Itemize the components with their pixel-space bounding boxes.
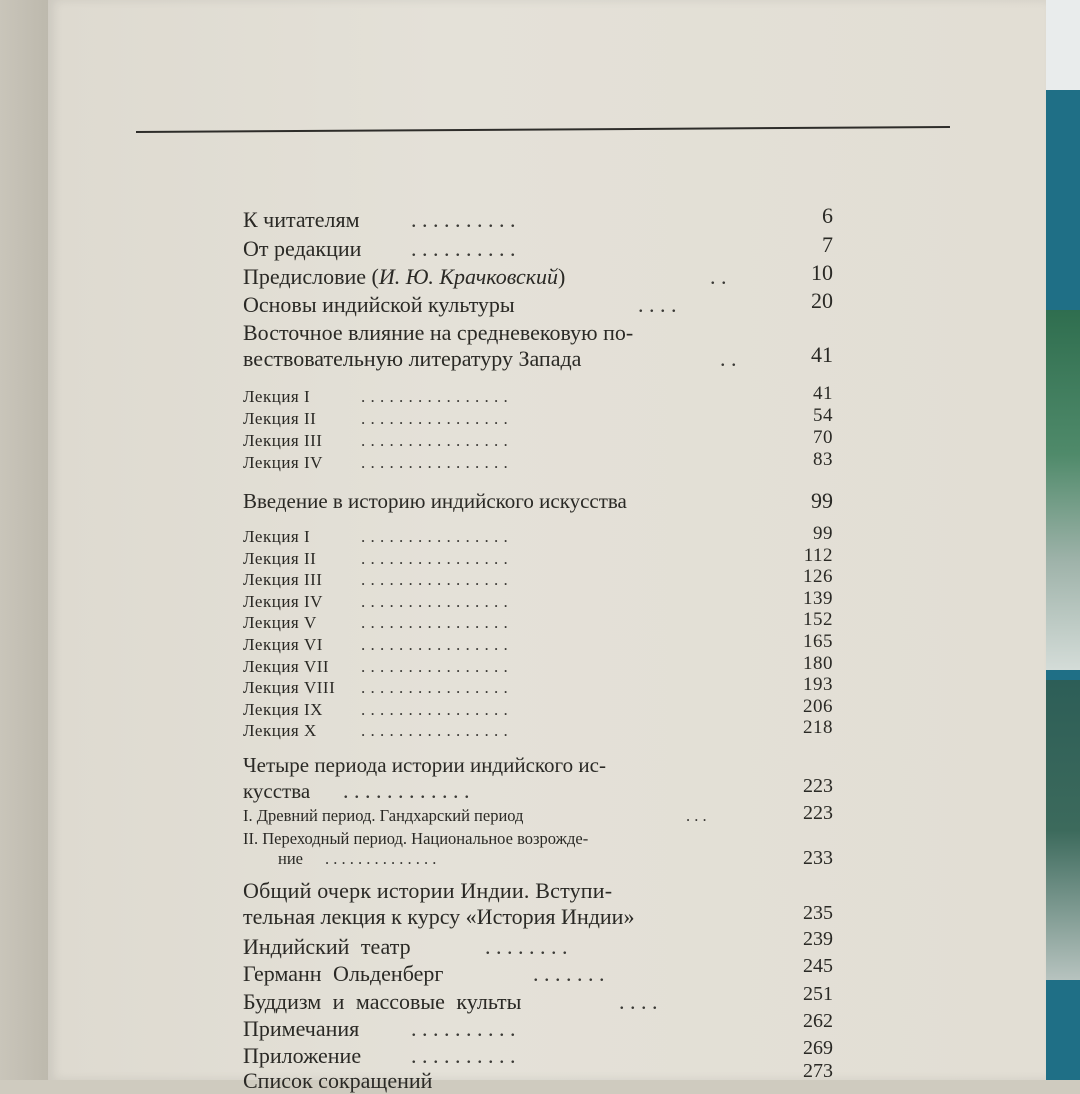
toc-page-number: 251 [803, 983, 833, 1005]
toc-entry-title-line: II. Переходный период. Национальное возрожде- [243, 829, 589, 848]
toc-entry [243, 405, 833, 431]
toc-entry-title: Лекция IV [243, 453, 323, 472]
toc-page-number: 218 [803, 717, 833, 738]
dot-leader: . . . . [638, 292, 677, 317]
toc-entry-title-line: кусства [243, 779, 311, 803]
toc-page-number: 139 [803, 588, 833, 609]
toc-entry-title: Лекция II [243, 549, 317, 568]
toc-entry [243, 588, 833, 614]
dot-leader: . . . . . . . . . . . . . . . . [361, 700, 509, 719]
dot-leader: . . [720, 346, 737, 371]
toc-entry-title: Приложение [243, 1043, 362, 1068]
toc-page-number: 99 [813, 523, 833, 544]
toc-entry-title-line: ние [278, 849, 303, 868]
toc-entry [243, 449, 833, 475]
dot-leader: . . . . . . . . . . [411, 236, 516, 261]
toc-entry [243, 696, 833, 722]
toc-page-number: 193 [803, 674, 833, 695]
dot-leader: . . . . . . . . . . [411, 1016, 516, 1041]
toc-entry-title: Лекция I [243, 387, 311, 406]
dot-leader: . . . . . . . . . . . . . . . . [361, 592, 509, 611]
toc-page-number: 245 [803, 955, 833, 977]
author-name: И. Ю. Крачковский [378, 264, 559, 289]
dot-leader: . . . . . . . . . . . . . . . . [361, 613, 509, 632]
toc-entry-title-line: Четыре периода истории индийского ис- [243, 753, 606, 777]
table-of-contents [243, 0, 833, 1093]
dot-leader: . . . . . . . . . . . . . . . . [361, 453, 509, 472]
toc-entry [243, 1060, 833, 1093]
toc-entry-title: Лекция VI [243, 635, 323, 654]
facing-page-edge [0, 0, 48, 1080]
toc-page-number: 152 [803, 609, 833, 630]
toc-page-number: 20 [811, 288, 833, 313]
toc-page-number: 269 [803, 1037, 833, 1059]
toc-entry-title: Лекция V [243, 613, 317, 632]
dot-leader: . . . . . . . . [485, 934, 568, 959]
toc-entry-title: I. Древний период. Гандхарский период [243, 806, 524, 825]
toc-entry-title: Примечания [243, 1016, 360, 1041]
toc-entry-title: Основы индийской культуры [243, 292, 515, 317]
toc-page-number: 41 [813, 383, 833, 404]
toc-entry-title-line: Восточное влияние на средневековую по- [243, 320, 634, 345]
dot-leader: . . . . . . . . . . . . . . . . [361, 431, 509, 450]
toc-entry [243, 928, 833, 962]
toc-entry-title: Лекция IV [243, 592, 323, 611]
dot-leader: . . [710, 264, 727, 289]
toc-page-number: 239 [803, 928, 833, 950]
toc-entry-title: Предисловие (И. Ю. Крачковский) [243, 264, 566, 289]
dot-leader: . . . . . . . . . . . . . . . . [361, 387, 509, 406]
dot-leader: . . . . . . . . . . . . . . . . [361, 635, 509, 654]
toc-entry [243, 753, 833, 805]
toc-entry [243, 232, 833, 264]
toc-entry-title: Лекция III [243, 570, 323, 589]
toc-entry-title-line: вествовательную литературу Запада [243, 346, 582, 371]
toc-entry-title-line: Общий очерк истории Индии. Вступи- [243, 878, 613, 903]
dot-leader: . . . . . . . . . . [411, 207, 516, 232]
toc-entry [243, 674, 833, 700]
dot-leader: . . . . . . . . . . . . . . . . [361, 527, 509, 546]
dot-leader: . . . [686, 806, 707, 825]
toc-entry [243, 523, 833, 549]
toc-entry [243, 1010, 833, 1044]
toc-entry [243, 427, 833, 453]
dot-leader: . . . . . . . . . . . . . . . . [361, 549, 509, 568]
dot-leader: . . . . . . . . . . . . . . . . [361, 570, 509, 589]
toc-entry-title: Лекция II [243, 409, 317, 428]
toc-entry [243, 802, 833, 830]
dot-leader: . . . . . . . . . . . . . . . . [361, 657, 509, 676]
toc-page-number: 99 [811, 488, 833, 513]
toc-page-number: 112 [803, 545, 833, 566]
toc-page-number: 83 [813, 449, 833, 470]
toc-entry [243, 260, 833, 292]
dot-leader: . . . . . . . . . . . . . . . . [361, 721, 509, 740]
toc-entry-title: К читателям [243, 207, 360, 232]
toc-page-number: 126 [803, 566, 833, 587]
toc-entry [243, 288, 833, 320]
toc-page-number: 223 [803, 775, 833, 797]
toc-entry-title: Германн Ольденберг [243, 961, 444, 986]
toc-entry [243, 383, 833, 409]
toc-page-number: 165 [803, 631, 833, 652]
toc-page-number: 235 [803, 902, 833, 924]
toc-entry [243, 829, 833, 875]
dot-leader: . . . . . . . . . . . . . . . . [361, 678, 509, 697]
toc-entry-title: Буддизм и массовые культы [243, 989, 522, 1014]
toc-page-number: 41 [811, 342, 833, 367]
toc-entry [243, 566, 833, 592]
toc-page-number: 273 [803, 1060, 833, 1082]
dot-leader: . . . . . . . . . . [411, 1043, 516, 1068]
toc-page-number: 54 [813, 405, 833, 426]
toc-page-number: 262 [803, 1010, 833, 1032]
toc-entry [243, 609, 833, 635]
toc-entry-title: Введение в историю индийского искусства [243, 489, 627, 513]
dot-leader: . . . . . . . . . . . . [343, 778, 470, 803]
toc-page-number: 7 [822, 232, 833, 257]
toc-entry-title: Лекция VII [243, 657, 330, 676]
toc-entry-title-line: тельная лекция к курсу «История Индии» [243, 904, 635, 929]
toc-entry-title: Лекция III [243, 431, 323, 450]
toc-page-number: 10 [811, 260, 833, 285]
toc-entry [243, 653, 833, 679]
toc-entry [243, 717, 833, 743]
dot-leader: . . . . . . . [533, 961, 605, 986]
toc-entry-title: Список сокращений [243, 1068, 433, 1093]
toc-entry [243, 983, 833, 1017]
toc-entry-title: Лекция IX [243, 700, 323, 719]
toc-entry-title: От редакции [243, 236, 362, 261]
toc-page-number: 206 [803, 696, 833, 717]
toc-entry [243, 320, 833, 376]
toc-entry [243, 488, 833, 516]
toc-entry-title: Лекция VIII [243, 678, 336, 697]
toc-entry-title: Лекция X [243, 721, 317, 740]
toc-entry-title: Лекция I [243, 527, 311, 546]
toc-page-number: 180 [803, 653, 833, 674]
toc-page-number: 223 [803, 802, 833, 824]
dot-leader: . . . . [619, 989, 658, 1014]
toc-entry [243, 545, 833, 571]
toc-entry [243, 955, 833, 989]
toc-page-number: 6 [822, 203, 833, 228]
toc-entry [243, 878, 833, 934]
toc-page-number: 233 [803, 847, 833, 869]
dot-leader: . . . . . . . . . . . . . . . . [361, 409, 509, 428]
toc-page-number: 70 [813, 427, 833, 448]
toc-entry [243, 203, 833, 235]
toc-entry [243, 1037, 833, 1071]
dot-leader: . . . . . . . . . . . . . . [325, 849, 437, 868]
toc-entry [243, 631, 833, 657]
toc-entry-title: Индийский театр [243, 934, 411, 959]
